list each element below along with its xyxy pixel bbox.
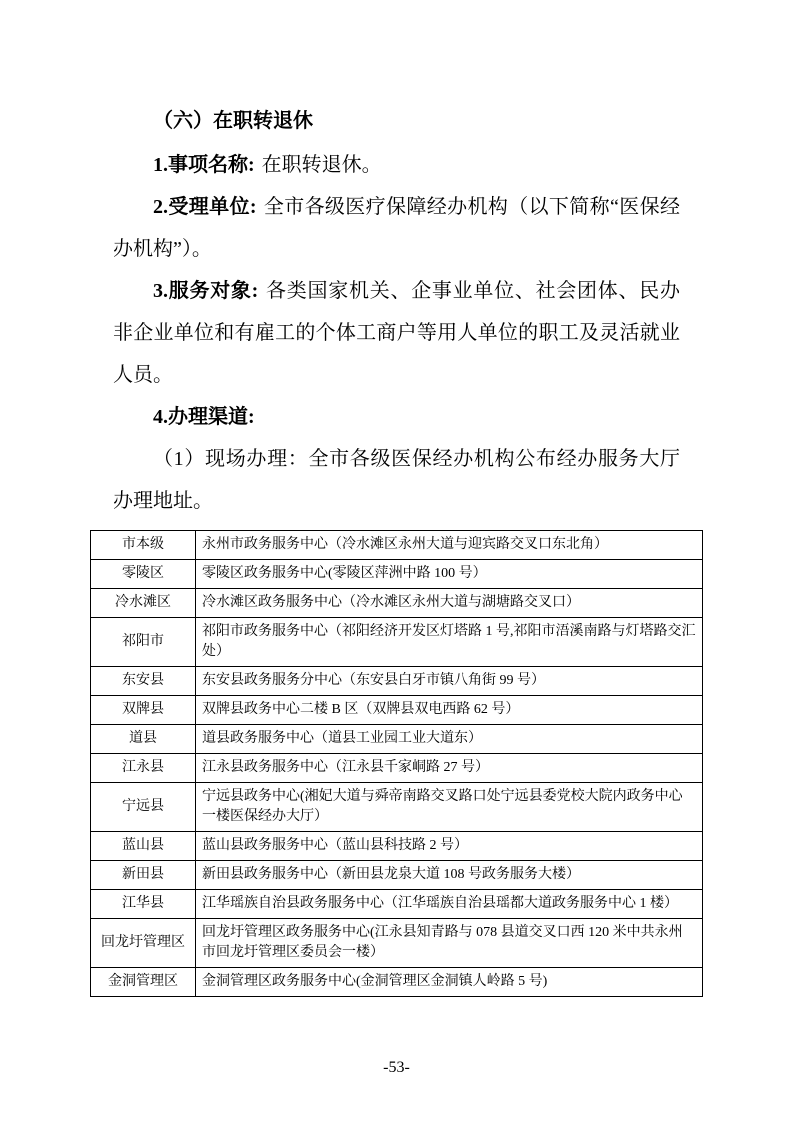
region-cell: 江华县	[91, 890, 196, 919]
address-cell: 祁阳市政务服务中心（祁阳经济开发区灯塔路 1 号,祁阳市浯溪南路与灯塔路交汇处）	[196, 618, 703, 667]
table-row	[91, 531, 703, 560]
paragraph-label: 3.服务对象:	[153, 280, 259, 302]
region-cell: 东安县	[91, 667, 196, 696]
paragraph-text: 各类国家机关、企事业单位、社会团体、民办非企业单位和有雇工的个体工商户等用人单位的职工及灵活就业人员。	[113, 280, 680, 386]
paragraph-text: （1）现场办理：全市各级医保经办机构公布经办服务大厅办理地址。	[113, 448, 680, 512]
region-cell: 江永县	[91, 754, 196, 783]
section-heading: （六）在职转退休	[153, 110, 313, 132]
address-cell: 道县政务服务中心（道县工业园工业大道东）	[196, 725, 703, 754]
region-cell: 祁阳市	[91, 618, 196, 667]
paragraph-text: 在职转退休。	[261, 154, 382, 176]
region-cell: 双牌县	[91, 696, 196, 725]
region-cell: 市本级	[91, 531, 196, 560]
table-row	[91, 832, 703, 861]
paragraph-item-name	[113, 144, 680, 186]
paragraph-label: 4.办理渠道:	[153, 406, 255, 428]
region-cell: 零陵区	[91, 560, 196, 589]
service-hall-table-body	[91, 531, 703, 997]
address-cell: 江华瑶族自治县政务服务中心（江华瑶族自治县瑶都大道政务服务中心 1 楼）	[196, 890, 703, 919]
table-row	[91, 560, 703, 589]
table-row	[91, 783, 703, 832]
address-cell: 零陵区政务服务中心(零陵区萍洲中路 100 号）	[196, 560, 703, 589]
table-row	[91, 667, 703, 696]
paragraph-accepting-unit	[113, 186, 680, 270]
table-row	[91, 725, 703, 754]
table-row	[91, 618, 703, 667]
address-cell: 回龙圩管理区政务服务中心(江永县知青路与 078 县道交叉口西 120 米中共永州市回龙圩管理区委员会一楼）	[196, 919, 703, 968]
table-row	[91, 589, 703, 618]
table-row	[91, 696, 703, 725]
address-cell: 宁远县政务中心(湘妃大道与舜帝南路交叉路口处宁远县委党校大院内政务中心一楼医保经办大厅）	[196, 783, 703, 832]
region-cell: 回龙圩管理区	[91, 919, 196, 968]
document-content	[101, 100, 696, 997]
paragraph-service-target	[113, 270, 680, 396]
region-cell: 新田县	[91, 861, 196, 890]
table-row	[91, 919, 703, 968]
region-cell: 道县	[91, 725, 196, 754]
region-cell: 宁远县	[91, 783, 196, 832]
address-cell: 永州市政务服务中心（冷水滩区永州大道与迎宾路交叉口东北角）	[196, 531, 703, 560]
paragraph-channels	[113, 396, 680, 438]
table-row	[91, 754, 703, 783]
table-row	[91, 968, 703, 997]
address-cell: 新田县政务服务中心（新田县龙泉大道 108 号政务服务大楼）	[196, 861, 703, 890]
table-row	[91, 861, 703, 890]
region-cell: 金洞管理区	[91, 968, 196, 997]
page-number: -53-	[383, 1059, 410, 1076]
address-cell: 东安县政务服务分中心（东安县白牙市镇八角街 99 号）	[196, 667, 703, 696]
service-hall-table	[90, 530, 703, 997]
region-cell: 冷水滩区	[91, 589, 196, 618]
paragraph-onsite	[113, 438, 680, 522]
address-cell: 冷水滩区政务服务中心（冷水滩区永州大道与湖塘路交叉口）	[196, 589, 703, 618]
table-row	[91, 890, 703, 919]
paragraph-label: 1.事项名称:	[153, 154, 255, 176]
paragraph-text: 全市各级医疗保障经办机构（以下简称“医保经办机构”）。	[113, 196, 680, 260]
address-cell: 蓝山县政务服务中心（蓝山县科技路 2 号）	[196, 832, 703, 861]
address-cell: 江永县政务服务中心（江永县千家峒路 27 号）	[196, 754, 703, 783]
paragraph-label: 2.受理单位:	[153, 196, 257, 218]
region-cell: 蓝山县	[91, 832, 196, 861]
address-cell: 双牌县政务中心二楼 B 区（双牌县双电西路 62 号）	[196, 696, 703, 725]
address-cell: 金洞管理区政务服务中心(金洞管理区金洞镇人岭路 5 号)	[196, 968, 703, 997]
